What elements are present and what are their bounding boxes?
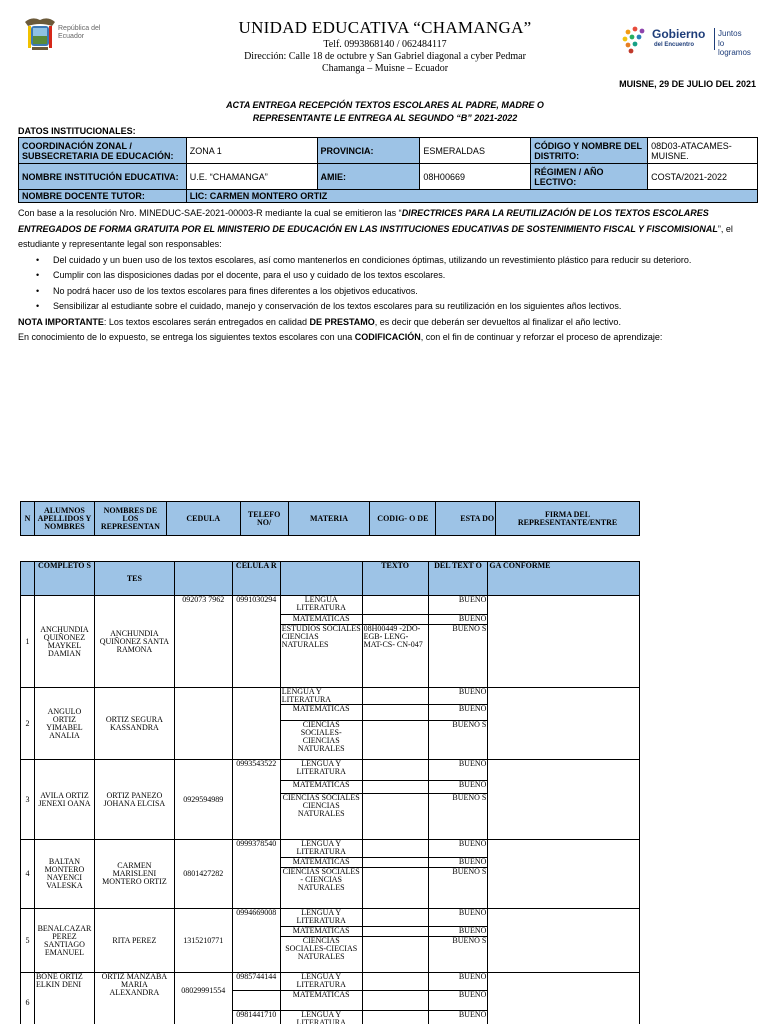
status: BUENO	[428, 927, 488, 937]
cedula: 092073 7962	[174, 596, 232, 688]
note-post: , es decir que deberán ser devueltos al finalizar el año lectivo.	[374, 316, 621, 327]
subject: MATEMATICAS	[280, 780, 362, 794]
student-name: ANCHUNDIA QUIÑONEZ MAYKEL DAMIAN	[34, 596, 94, 688]
student-name: BENALCAZAR PEREZ SANTIAGO EMANUEL	[34, 909, 94, 973]
status: BUENO	[428, 857, 488, 867]
cedula	[174, 688, 232, 760]
subject: MATEMATICAS	[280, 705, 362, 721]
status: BUENO S	[428, 721, 488, 760]
col-students: ALUMNOS APELLIDOS Y NOMBRES	[34, 502, 94, 536]
main-col-reps: TES	[94, 562, 174, 596]
phone	[232, 991, 280, 1011]
table-row	[21, 909, 640, 927]
subject: MATEMATICAS	[280, 927, 362, 937]
phone: 0993543522	[232, 760, 280, 840]
subject: LENGUA Y LITERATURA	[280, 909, 362, 927]
code	[362, 705, 428, 721]
col-subject: MATERIA	[288, 502, 370, 536]
note-label: NOTA IMPORTANTE	[18, 316, 104, 327]
subject: MATEMATICAS	[280, 615, 362, 625]
row-number: 5	[21, 909, 35, 973]
list-item: • Sensibilizar al estudiante sobre el cuidado, manejo y conservación de los textos escolares para su reutilización en los siguientes años lectivos.	[18, 299, 758, 315]
status: BUENO	[428, 909, 488, 927]
regime-value: COSTA/2021-2022	[648, 164, 758, 190]
main-col-n	[21, 562, 35, 596]
slogan-line-1: Juntos	[718, 29, 742, 38]
status: BUENO S	[428, 937, 488, 973]
code: 08H00449 -2DO- EGB- LENG- MAT-CS- CN-047	[362, 625, 428, 688]
final-bold: CODIFICACIÓN	[354, 332, 421, 342]
table-row	[21, 760, 640, 781]
subject: CIENCIAS SOCIALES-CIECIAS NATURALES	[280, 937, 362, 973]
code	[362, 721, 428, 760]
col-status: ESTA DO	[436, 502, 496, 536]
code	[362, 857, 428, 867]
student-name: ANGULO ORTIZ YIMABEL ANALIA	[34, 688, 94, 760]
status: BUENO	[428, 688, 488, 705]
subject: LENGUA Y LITERATURA	[280, 840, 362, 858]
body-text	[18, 206, 758, 346]
amie-value: 08H00669	[420, 164, 531, 190]
main-col-cedula	[174, 562, 232, 596]
row-number: 1	[21, 596, 35, 688]
signature-cell[interactable]	[488, 596, 640, 688]
note-bold: DE PRESTAMO	[309, 316, 375, 327]
status: BUENO	[428, 840, 488, 858]
student-name: AVILA ORTIZ JENEXI OANA	[34, 760, 94, 840]
col-cedula: CEDULA	[166, 502, 240, 536]
phone: 0985744144	[232, 973, 280, 991]
table-row	[21, 688, 640, 705]
col-reps: NOMBRES DE LOS REPRESENTAN	[94, 502, 166, 536]
school-address: Dirección: Calle 18 de octubre y San Gabriel diagonal a cyber Pedmar	[244, 51, 526, 62]
subject: LENGUA Y LITERATURA	[280, 688, 362, 705]
phone: 0994669008	[232, 909, 280, 973]
code	[362, 1011, 428, 1024]
table-row	[21, 596, 640, 615]
code	[362, 909, 428, 927]
list-item: • No podrá hacer uso de los textos escolares para fines diferentes a los objetivos educativos.	[18, 284, 758, 300]
code	[362, 596, 428, 615]
teacher-value: LIC: CARMEN MONTERO ORTIZ	[186, 190, 757, 203]
main-col-students: COMPLETO S	[34, 562, 94, 596]
subject: ESTUDIOS SOCIALES CIENCIAS NATURALES	[280, 625, 362, 688]
col-signature: FIRMA DEL REPRESENTANTE/ENTRE	[496, 502, 640, 536]
phone: 0991030294	[232, 596, 280, 688]
intro-bold: DIRECTRICES PARA LA REUTILIZACIÓN DE LOS TEXTOS ESCOLARES ENTREGADOS DE FORMA GRATUITA POR EL MINISTERIO DE EDUCACIÓN EN LAS INSTITUCIONES EDUCATIVAS DE SOSTENIMIENTO FISCAL Y FISCOMISIONAL	[18, 208, 718, 234]
main-col-code: TEXTO	[362, 562, 428, 596]
table-row	[21, 973, 640, 991]
code	[362, 937, 428, 973]
intro-pre: Con base a la resolución Nro. MINEDUC-SAE-2021-00003-R mediante la cual se emitieron las “	[18, 208, 402, 218]
teacher-label: NOMBRE DOCENTE TUTOR:	[19, 190, 187, 203]
phone: 0999378540	[232, 840, 280, 909]
school-location: Chamanga – Muisne – Ecuador	[321, 63, 449, 74]
status: BUENO	[428, 596, 488, 615]
district-value: 08D03-ATACAMES-MUISNE.	[648, 138, 758, 164]
student-name: BALTAN MONTERO NAYENCI VALESKA	[34, 840, 94, 909]
row-number: 6	[21, 973, 35, 1024]
subject: CIENCIAS SOCIALES CIENCIAS NATURALES	[280, 794, 362, 840]
date-line: MUISNE, 29 DE JULIO DEL 2021	[619, 79, 756, 89]
acta-title	[150, 99, 620, 125]
intro-post: ”, el estudiante y representante legal son responsables:	[18, 223, 733, 249]
cedula: 0801427282	[174, 840, 232, 909]
col-code: CODIG- O DE	[370, 502, 436, 536]
status: BUENO	[428, 973, 488, 991]
signature-cell[interactable]	[488, 688, 640, 760]
code	[362, 760, 428, 781]
gobierno-sub: del Encuentro	[654, 42, 695, 48]
subject: CIENCIAS SOCIALES - CIENCIAS NATURALES	[280, 867, 362, 908]
student-name: BONE ORTIZ ELKIN DENI	[34, 973, 94, 1024]
subject: CIENCIAS SOCIALES- CIENCIAS NATURALES	[280, 721, 362, 760]
code	[362, 794, 428, 840]
phone: 0981441710	[232, 1011, 280, 1024]
code	[362, 867, 428, 908]
code	[362, 973, 428, 991]
representative-name: CARMEN MARISLENI MONTERO ORTIZ	[94, 840, 174, 909]
phone	[232, 688, 280, 760]
school-name: UNIDAD EDUCATIVA “CHAMANGA”	[238, 18, 532, 37]
status: BUENO S	[428, 794, 488, 840]
subject: LENGUA LITERATURA	[280, 596, 362, 615]
main-col-subject	[280, 562, 362, 596]
logo-left-text: República del Ecuador	[58, 25, 101, 40]
representative-name: ORTIZ PANEZO JOHANA ELCISA	[94, 760, 174, 840]
representative-name: ORTIZ MANZABA MARIA ALEXANDRA	[94, 973, 174, 1024]
code	[362, 927, 428, 937]
cedula: 0929594989	[174, 760, 232, 840]
representative-name: ANCHUNDIA QUIÑONEZ SANTA RAMONA	[94, 596, 174, 688]
code	[362, 780, 428, 794]
status: BUENO	[428, 705, 488, 721]
row-number: 3	[21, 760, 35, 840]
acta-title-line-2: REPRESENTANTE LE ENTREGA AL SEGUNDO “B” 2021-2022	[252, 113, 518, 123]
col-n: N	[21, 502, 35, 536]
signature-cell[interactable]	[488, 909, 640, 973]
status: BUENO S	[428, 625, 488, 688]
responsibility-list	[18, 253, 758, 315]
representative-name: ORTIZ SEGURA KASSANDRA	[94, 688, 174, 760]
subject: LENGUA Y LITERATURA	[280, 760, 362, 781]
status: BUENO	[428, 1011, 488, 1024]
main-col-phone: CELULA R	[232, 562, 280, 596]
regime-label: RÉGIMEN / AÑO LECTIVO:	[531, 164, 648, 190]
representative-name: RITA PEREZ	[94, 909, 174, 973]
intro-paragraph	[18, 206, 758, 253]
datos-institucionales-label: DATOS INSTITUCIONALES:	[18, 126, 136, 136]
final-post: , con el fin de continuar y reforzar el proceso de aprendizaje:	[420, 332, 663, 342]
note-pre: : Los textos escolares serán entregados en calidad	[103, 316, 310, 327]
signature-cell[interactable]	[488, 973, 640, 1024]
row-number: 4	[21, 840, 35, 909]
main-col-status: DEL TEXT O	[428, 562, 488, 596]
status: BUENO	[428, 991, 488, 1011]
school-contact-info	[150, 39, 620, 75]
list-item: • Del cuidado y un buen uso de los textos escolares, así como mantenerlos en condiciones óptimas, utilizando un revestimiento plástico para reducir su deterioro.	[18, 253, 758, 269]
school-phone: Telf. 0993868140 / 062484117	[323, 39, 447, 50]
list-item: • Cumplir con las disposiciones dadas por el docente, para el uso y cuidado de los textos escolares.	[18, 268, 758, 284]
subject: MATEMATICAS	[280, 991, 362, 1011]
col-phone: TELEFO NO/	[240, 502, 288, 536]
institutional-data-table	[18, 137, 758, 203]
code	[362, 991, 428, 1011]
zone-value: ZONA 1	[186, 138, 317, 164]
ecuador-logo	[22, 14, 108, 54]
gobierno-logo	[622, 24, 754, 60]
signature-cell[interactable]	[488, 840, 640, 909]
final-pre: En conocimiento de lo expuesto, se entrega los siguientes textos escolares con una	[18, 332, 355, 342]
code	[362, 840, 428, 858]
subject: MATEMATICAS	[280, 857, 362, 867]
institution-value: U.E. “CHAMANGA”	[186, 164, 317, 190]
code	[362, 615, 428, 625]
gobierno-brand: Gobierno	[652, 27, 706, 41]
province-value: ESMERALDAS	[420, 138, 531, 164]
code	[362, 688, 428, 705]
subject: LENGUA Y LITERATURA	[280, 973, 362, 991]
subject: LENGUA Y LITERATURA	[280, 1011, 362, 1024]
status: BUENO	[428, 780, 488, 794]
row-number: 2	[21, 688, 35, 760]
main-col-signature: GA CONFORME	[488, 562, 640, 596]
zone-label: COORDINACIÓN ZONAL / SUBSECRETARIA DE EDUCACIÓN:	[19, 138, 187, 164]
district-label: CÓDIGO Y NOMBRE DEL DISTRITO:	[531, 138, 648, 164]
cedula: 08029991554	[174, 973, 232, 1024]
institution-label: NOMBRE INSTITUCIÓN EDUCATIVA:	[19, 164, 187, 190]
final-paragraph	[18, 330, 758, 346]
status: BUENO S	[428, 867, 488, 908]
note-paragraph	[18, 315, 758, 331]
slogan-line-2: lo logramos	[718, 39, 751, 57]
amie-label: AMIE:	[317, 164, 420, 190]
delivery-table	[20, 561, 640, 1024]
table-row	[21, 840, 640, 858]
cedula: 1315210771	[174, 909, 232, 973]
gobierno-sunburst-icon	[622, 26, 650, 56]
status: BUENO	[428, 760, 488, 781]
province-label: PROVINCIA:	[317, 138, 420, 164]
delivery-header-table	[20, 501, 640, 536]
signature-cell[interactable]	[488, 760, 640, 840]
status: BUENO	[428, 615, 488, 625]
logo-divider	[714, 28, 715, 50]
acta-title-line-1: ACTA ENTREGA RECEPCIÓN TEXTOS ESCOLARES AL PADRE, MADRE O	[226, 100, 544, 110]
